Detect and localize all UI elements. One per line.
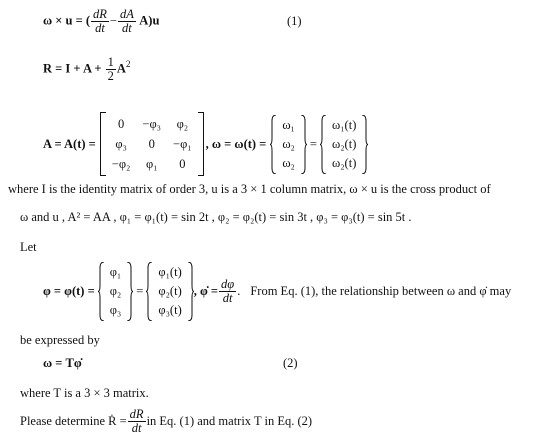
phi-period: . <box>237 284 241 298</box>
A-cell: φ₃ <box>115 136 127 151</box>
A-matrix <box>100 112 204 176</box>
equation-A-omega: A = A(t) = 0 −φ₃ φ₂ φ₃ 0 −φ₁ −φ₂ φ₁ 0 , ω = ω(t) = ω₁ ω₂ ω₂ = ω₁(t) ω₂(t) ω₂(t) <box>43 112 368 176</box>
omega-cell: ω₁ <box>282 117 295 132</box>
phi-cell: φ₃ <box>109 303 122 317</box>
eqR-lhs: R = I + A + <box>43 61 105 76</box>
eq1-frac2-num: dA <box>119 7 134 21</box>
eqR-half-num: 1 <box>107 55 114 69</box>
eq1-frac-dA-dt <box>118 8 136 35</box>
question-frac-den: dt <box>131 421 142 435</box>
eq1-lhs: ω × u = ( <box>43 13 90 28</box>
A-cell: −φ₂ <box>111 156 131 171</box>
omega-cell: ω₂ <box>282 136 295 151</box>
A-cell: 0 <box>179 156 186 171</box>
A-matrix-table <box>106 114 198 174</box>
phi-lhs: φ = φ(t) = <box>43 284 95 298</box>
A-cell: −φ₁ <box>173 136 192 151</box>
question-prefix: Please determine Ṙ = <box>20 414 127 428</box>
omega-t-cell: ω₂(t) <box>331 136 357 151</box>
phi-t-cell: φ₁(t) <box>158 265 182 279</box>
paragraph-where-line1: where I is the identity matrix of order 3, u is a 3 × 1 column matrix, ω × u is the cross product of <box>8 182 491 196</box>
eqR-half <box>106 56 116 83</box>
phi-vector-table <box>106 262 126 321</box>
paragraph-where-line2: ω and u , A² = AA , φ₁ = φ₁(t) = sin 2t , φ₂ = φ₂(t) = sin 3t , φ₃ = φ₃(t) = sin 5t . <box>20 210 412 224</box>
omega-t-cell: ω₂(t) <box>331 155 357 170</box>
eq1-frac-dR-dt <box>91 8 109 35</box>
A-cell: 0 <box>117 116 125 131</box>
eq1-tail: A)u <box>136 13 160 28</box>
omega-t-vector <box>320 115 368 174</box>
eq1-minus: − <box>109 13 117 28</box>
eq1-frac2-den: dt <box>122 21 132 35</box>
phi-t-vector-table <box>154 262 185 321</box>
eq2-text: ω = Tφ̇ <box>43 356 82 370</box>
A-cell: φ₂ <box>176 116 189 131</box>
omega-vector <box>270 115 307 174</box>
paragraph-T-matrix: where T is a 3 × 3 matrix. <box>20 386 149 400</box>
phi-cell: φ₂ <box>109 284 122 298</box>
A-cell: −φ₃ <box>142 116 162 131</box>
phi-cell: φ₁ <box>109 265 122 279</box>
question-suffix: in Eq. (1) and matrix T in Eq. (2) <box>146 414 313 428</box>
question <box>20 408 312 435</box>
eqA-lhs: A = A(t) = <box>43 136 96 151</box>
equation-1 <box>43 8 159 35</box>
eqR-tail: A <box>116 61 126 76</box>
omega-t-vector-table <box>328 115 360 174</box>
equation-2 <box>43 356 82 371</box>
A-cell: φ₁ <box>145 156 158 171</box>
eq1-frac1-den: dt <box>95 21 105 35</box>
phi-dot-lhs: , φ̇ = <box>193 284 219 298</box>
equation-phi: φ = φ(t) = φ₁ φ₂ φ₃ = φ₁(t) φ₂(t) φ₃(t) , φ̇ = $\frac{d\varphi}{dt}$ . From Eq. (1), the relationship between ω and φ̇ may <box>43 262 511 321</box>
A-cell: 0 <box>148 136 155 151</box>
phi-relationship-text: From Eq. (1), the relationship between ω and φ̇ may <box>250 284 512 298</box>
phi-dot-frac-den: dt <box>222 291 233 305</box>
question-frac-num: dR <box>129 407 144 421</box>
omega-lhs: , ω = ω(t) = <box>205 136 267 151</box>
phi-t-cell: φ₃(t) <box>158 303 182 317</box>
question-frac <box>128 408 146 435</box>
phi-t-cell: φ₂(t) <box>158 284 182 298</box>
eq2-number: (2) <box>283 356 298 370</box>
eqR-sup: 2 <box>125 59 131 70</box>
omega-vector-table <box>278 115 299 174</box>
eq1-frac1-num: dR <box>93 7 107 21</box>
paragraph-expressed-by: be expressed by <box>20 333 100 347</box>
phi-dot-frac-num: dφ <box>221 277 235 291</box>
omega-t-cell: ω₁(t) <box>331 117 357 132</box>
phi-t-vector <box>146 262 193 321</box>
phi-vector <box>98 262 134 321</box>
phi-dot-frac <box>219 278 236 305</box>
equation-R <box>43 56 130 83</box>
eqR-half-den: 2 <box>107 69 114 83</box>
eq1-number: (1) <box>287 14 302 28</box>
omega-cell: ω₂ <box>282 155 295 170</box>
let-text: Let <box>20 240 37 254</box>
